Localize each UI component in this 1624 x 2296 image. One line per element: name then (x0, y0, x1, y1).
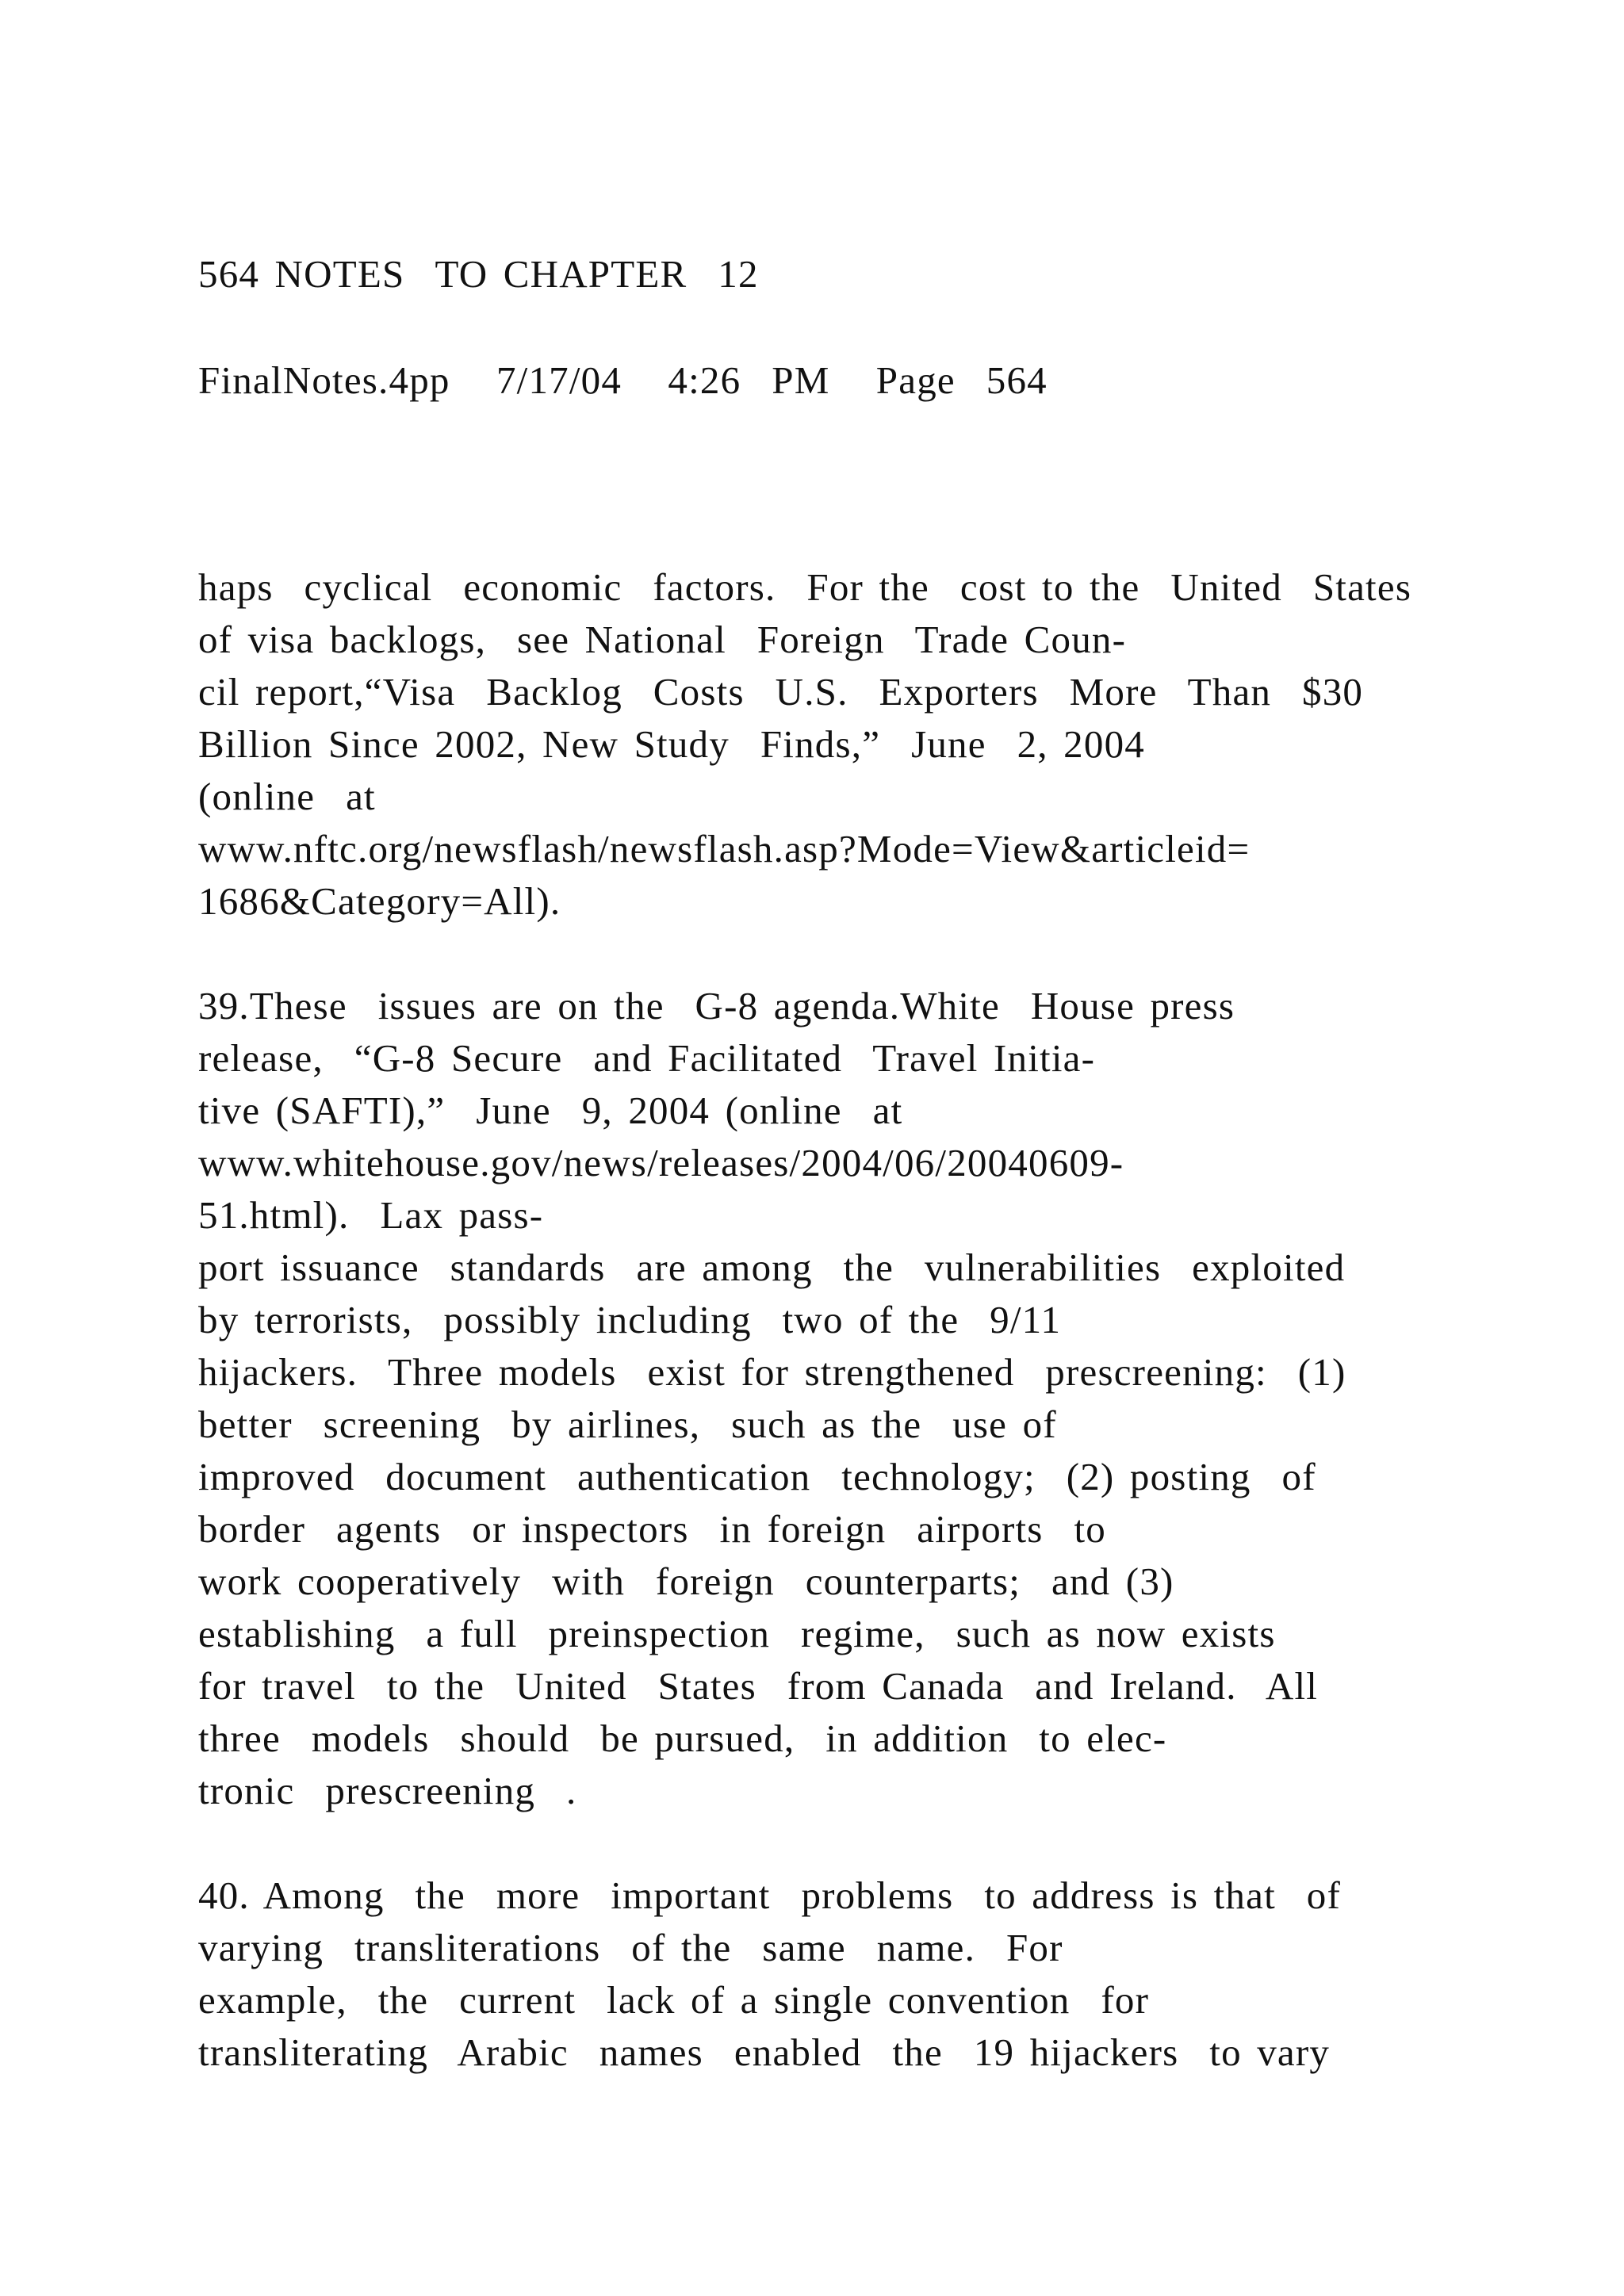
text-line: transliterating Arabic names enabled the 19 hijackers to vary (198, 2030, 1331, 2074)
text-line: of visa backlogs, see National Foreign Trade Coun- (198, 618, 1127, 661)
text-line: hijackers. Three models exist for strengthened prescreening: (1) (198, 1350, 1346, 1394)
running-head: 564 NOTES TO CHAPTER 12 (198, 252, 759, 296)
text-line: better screening by airlines, such as the use of (198, 1402, 1057, 1446)
text-line: 1686&Category=All). (198, 879, 561, 923)
text-line: for travel to the United States from Canada and Ireland. All (198, 1664, 1319, 1708)
text-line: (online at (198, 775, 376, 818)
text-line: port issuance standards are among the vulnerabilities exploited (198, 1246, 1346, 1289)
text-line: example, the current lack of a single convention for (198, 1978, 1150, 2022)
text-line: establishing a full preinspection regime, such as now exists (198, 1612, 1276, 1655)
notes-body (198, 561, 1546, 2131)
page-slug: FinalNotes.4pp 7/17/04 4:26 PM Page 564 (198, 358, 1048, 402)
text-line: border agents or inspectors in foreign airports to (198, 1507, 1106, 1551)
text-line: release, “G-8 Secure and Facilitated Travel Initia- (198, 1036, 1096, 1080)
text-line: three models should be pursued, in addition to elec- (198, 1716, 1167, 1760)
text-line: 39.These issues are on the G-8 agenda.White House press (198, 984, 1235, 1027)
note-paragraph (198, 1869, 1546, 2079)
text-line: 51.html). Lax pass- (198, 1193, 544, 1237)
note-paragraph (198, 561, 1546, 928)
text-line: improved document authentication technology; (2) posting of (198, 1455, 1316, 1498)
text-line: 40. Among the more important problems to address is that of (198, 1873, 1342, 1917)
text-line: www.whitehouse.gov/news/releases/2004/06/20040609- (198, 1141, 1124, 1184)
text-line: www.nftc.org/newsflash/newsflash.asp?Mode=View&articleid= (198, 827, 1251, 871)
text-line: tive (SAFTI),” June 9, 2004 (online at (198, 1089, 903, 1132)
text-line: Billion Since 2002, New Study Finds,” June 2, 2004 (198, 722, 1145, 766)
text-line: varying transliterations of the same name. For (198, 1926, 1063, 1969)
note-paragraph (198, 980, 1546, 1817)
text-line: cil report,“Visa Backlog Costs U.S. Exporters More Than $30 (198, 670, 1364, 714)
text-line: haps cyclical economic factors. For the cost to the United States (198, 565, 1412, 609)
text-line: work cooperatively with foreign counterparts; and (3) (198, 1559, 1174, 1603)
text-line: tronic prescreening . (198, 1769, 577, 1812)
text-line: by terrorists, possibly including two of the 9/11 (198, 1298, 1062, 1341)
